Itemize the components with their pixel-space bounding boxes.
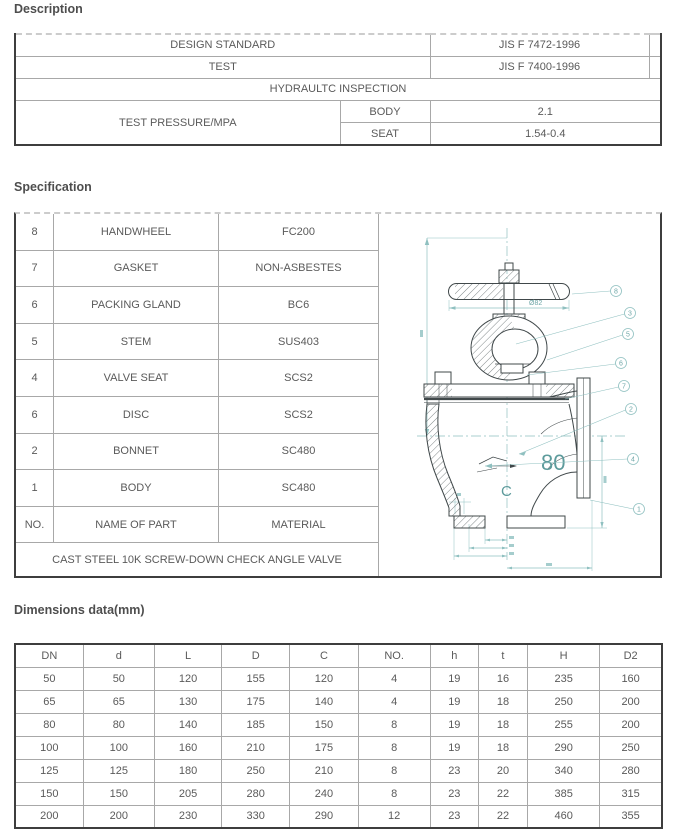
balloon-5 (623, 329, 634, 340)
dims-value-cell: 280 (222, 782, 290, 805)
dims-value-cell: 18 (478, 713, 527, 736)
svg-text:8: 8 (614, 288, 618, 296)
dims-value-cell: 20 (478, 759, 527, 782)
section-title-dimensions: Dimensions data(mm) (14, 603, 145, 617)
spec-no-cell: 6 (16, 397, 54, 434)
dims-header-cell: DN (15, 644, 83, 667)
spec-no-cell: 5 (16, 324, 54, 361)
valve-seat (479, 457, 507, 464)
balloon-7 (619, 381, 630, 392)
dims-value-cell: 120 (154, 667, 221, 690)
dims-value-cell: 200 (600, 713, 662, 736)
dims-value-cell: 340 (528, 759, 600, 782)
dims-value-cell: 150 (15, 782, 83, 805)
dims-value-cell: 230 (154, 805, 221, 828)
dims-header-cell: d (83, 644, 154, 667)
table-row (15, 667, 662, 690)
svg-text:1: 1 (637, 506, 641, 514)
dims-value-cell: 180 (154, 759, 221, 782)
spec-no-cell: 4 (16, 360, 54, 397)
dims-value-cell: 205 (154, 782, 221, 805)
desc-label-cell: DESIGN STANDARD (15, 34, 430, 56)
spec-name-cell: VALVE SEAT (54, 360, 219, 397)
spec-name-cell: DISC (54, 397, 219, 434)
dims-value-cell: 175 (222, 690, 290, 713)
spec-no-cell: NO. (16, 507, 54, 544)
table-row (15, 736, 662, 759)
bottom-flange (507, 516, 565, 528)
dims-value-cell: 200 (600, 690, 662, 713)
dims-value-cell: 125 (15, 759, 83, 782)
dims-header-cell: h (430, 644, 478, 667)
dims-value-cell: 100 (15, 736, 83, 759)
dims-value-cell: 12 (358, 805, 430, 828)
spec-material-cell: NON-ASBESTES (219, 251, 379, 288)
spec-material-cell: SUS403 (219, 324, 379, 361)
dims-value-cell: 290 (290, 805, 358, 828)
dims-value-cell: 200 (15, 805, 83, 828)
desc-empty-cell (649, 34, 661, 56)
dims-value-cell: 150 (83, 782, 154, 805)
dims-value-cell: 23 (430, 782, 478, 805)
spec-name-cell: BONNET (54, 434, 219, 471)
desc-value-cell: JIS F 7472-1996 (430, 34, 649, 56)
spec-name-cell: BODY (54, 470, 219, 507)
spec-no-cell: 1 (16, 470, 54, 507)
body-wall (426, 404, 460, 516)
dims-value-cell: 235 (528, 667, 600, 690)
desc-fullspan-cell: HYDRAULTC INSPECTION (15, 78, 661, 100)
dims-value-cell: 200 (83, 805, 154, 828)
dims-value-cell: 210 (290, 759, 358, 782)
description-table-wrap (14, 33, 662, 146)
dims-value-cell: 50 (15, 667, 83, 690)
dims-value-cell: 23 (430, 759, 478, 782)
dims-value-cell: 8 (358, 759, 430, 782)
table-row (15, 78, 661, 100)
spec-material-cell: MATERIAL (219, 507, 379, 544)
dims-value-cell: 22 (478, 782, 527, 805)
dims-value-cell: 160 (600, 667, 662, 690)
dims-value-cell: 18 (478, 690, 527, 713)
dims-value-cell: 80 (83, 713, 154, 736)
table-row (15, 759, 662, 782)
specification-table (14, 212, 662, 578)
desc-value-cell: JIS F 7400-1996 (430, 56, 649, 78)
dims-value-cell: 100 (83, 736, 154, 759)
dims-header-cell: NO. (358, 644, 430, 667)
spec-name-cell: HANDWHEEL (54, 214, 219, 251)
desc-seat-value-cell: 1.54-0.4 (430, 123, 661, 145)
dims-value-cell: 250 (600, 736, 662, 759)
table-row (15, 713, 662, 736)
table-row (15, 34, 661, 56)
dims-value-cell: 4 (358, 690, 430, 713)
balloon-1 (634, 504, 645, 515)
dims-value-cell: 23 (430, 805, 478, 828)
dims-value-cell: 175 (290, 736, 358, 759)
callout-balloons (611, 286, 645, 515)
table-row (15, 101, 661, 123)
dims-value-cell: 130 (154, 690, 221, 713)
dims-value-cell: 255 (528, 713, 600, 736)
dims-header-cell: t (478, 644, 527, 667)
spec-no-cell: 7 (16, 251, 54, 288)
balloon-2 (626, 404, 637, 415)
dims-value-cell: 210 (222, 736, 290, 759)
dims-value-cell: 250 (222, 759, 290, 782)
spec-material-cell: FC200 (219, 214, 379, 251)
dimensions-table (14, 643, 663, 829)
spec-no-cell: 2 (16, 434, 54, 471)
dims-value-cell: 330 (222, 805, 290, 828)
dims-value-cell: 155 (222, 667, 290, 690)
dims-value-cell: 120 (290, 667, 358, 690)
c-label: C (501, 483, 512, 500)
balloon-6 (616, 358, 627, 369)
dims-header-cell: D2 (600, 644, 662, 667)
diameter-label: Ø82 (529, 300, 543, 307)
desc-label-cell: TEST (15, 56, 430, 78)
desc-empty-cell (649, 56, 661, 78)
svg-text:4: 4 (631, 456, 635, 464)
table-row (15, 56, 661, 78)
balloon-8 (611, 286, 622, 297)
dims-value-cell: 50 (83, 667, 154, 690)
dims-value-cell: 8 (358, 782, 430, 805)
balloon-4 (628, 454, 639, 465)
bore-label: 80 (541, 450, 566, 475)
dimensions-table-wrap (14, 643, 663, 829)
dims-value-cell: 250 (528, 690, 600, 713)
dims-header-cell: L (154, 644, 221, 667)
spec-material-cell: SCS2 (219, 397, 379, 434)
dims-value-cell: 240 (290, 782, 358, 805)
dims-value-cell: 125 (83, 759, 154, 782)
dims-value-cell: 19 (430, 667, 478, 690)
dims-value-cell: 19 (430, 736, 478, 759)
dims-value-cell: 280 (600, 759, 662, 782)
dims-value-cell: 385 (528, 782, 600, 805)
dims-value-cell: 8 (358, 713, 430, 736)
valve-technical-drawing (379, 214, 660, 576)
dims-value-cell: 19 (430, 713, 478, 736)
spec-no-cell: 6 (16, 287, 54, 324)
spec-caption-cell: CAST STEEL 10K SCREW-DOWN CHECK ANGLE VALVE (16, 543, 379, 576)
svg-text:7: 7 (622, 383, 626, 391)
dims-header-row (15, 644, 662, 667)
dims-value-cell: 355 (600, 805, 662, 828)
bottom-flange-section (454, 516, 485, 528)
description-table (14, 33, 662, 146)
dims-value-cell: 65 (15, 690, 83, 713)
dims-value-cell: 8 (358, 736, 430, 759)
desc-pressure-label-cell: TEST PRESSURE/MPA (15, 101, 340, 145)
spec-no-cell: 8 (16, 214, 54, 251)
dims-value-cell: 315 (600, 782, 662, 805)
dims-header-cell: H (528, 644, 600, 667)
spec-name-cell: PACKING GLAND (54, 287, 219, 324)
spec-material-cell: BC6 (219, 287, 379, 324)
dims-value-cell: 185 (222, 713, 290, 736)
table-row (15, 690, 662, 713)
dims-header-cell: C (290, 644, 358, 667)
dims-value-cell: 460 (528, 805, 600, 828)
balloon-3 (625, 308, 636, 319)
svg-text:5: 5 (626, 331, 630, 339)
section-title-specification: Specification (14, 180, 92, 194)
spec-material-cell: SC480 (219, 470, 379, 507)
dims-value-cell: 80 (15, 713, 83, 736)
desc-seat-label-cell: SEAT (340, 123, 430, 145)
dims-value-cell: 19 (430, 690, 478, 713)
dims-value-cell: 290 (528, 736, 600, 759)
dims-value-cell: 22 (478, 805, 527, 828)
spec-name-cell: NAME OF PART (54, 507, 219, 544)
dims-value-cell: 160 (154, 736, 221, 759)
spec-name-cell: STEM (54, 324, 219, 361)
table-row (15, 782, 662, 805)
dims-value-cell: 16 (478, 667, 527, 690)
dims-value-cell: 150 (290, 713, 358, 736)
dims-value-cell: 18 (478, 736, 527, 759)
desc-body-value-cell: 2.1 (430, 101, 661, 123)
dims-value-cell: 65 (83, 690, 154, 713)
svg-text:2: 2 (629, 406, 633, 414)
section-title-description: Description (14, 2, 83, 16)
desc-body-label-cell: BODY (340, 101, 430, 123)
dims-header-cell: D (222, 644, 290, 667)
spec-material-cell: SCS2 (219, 360, 379, 397)
svg-text:6: 6 (619, 360, 623, 368)
table-row (15, 805, 662, 828)
valve-drawing-cell (379, 214, 660, 576)
spec-name-cell: GASKET (54, 251, 219, 288)
dims-value-cell: 140 (154, 713, 221, 736)
svg-text:3: 3 (628, 310, 632, 318)
dims-value-cell: 140 (290, 690, 358, 713)
spec-material-cell: SC480 (219, 434, 379, 471)
dims-value-cell: 4 (358, 667, 430, 690)
